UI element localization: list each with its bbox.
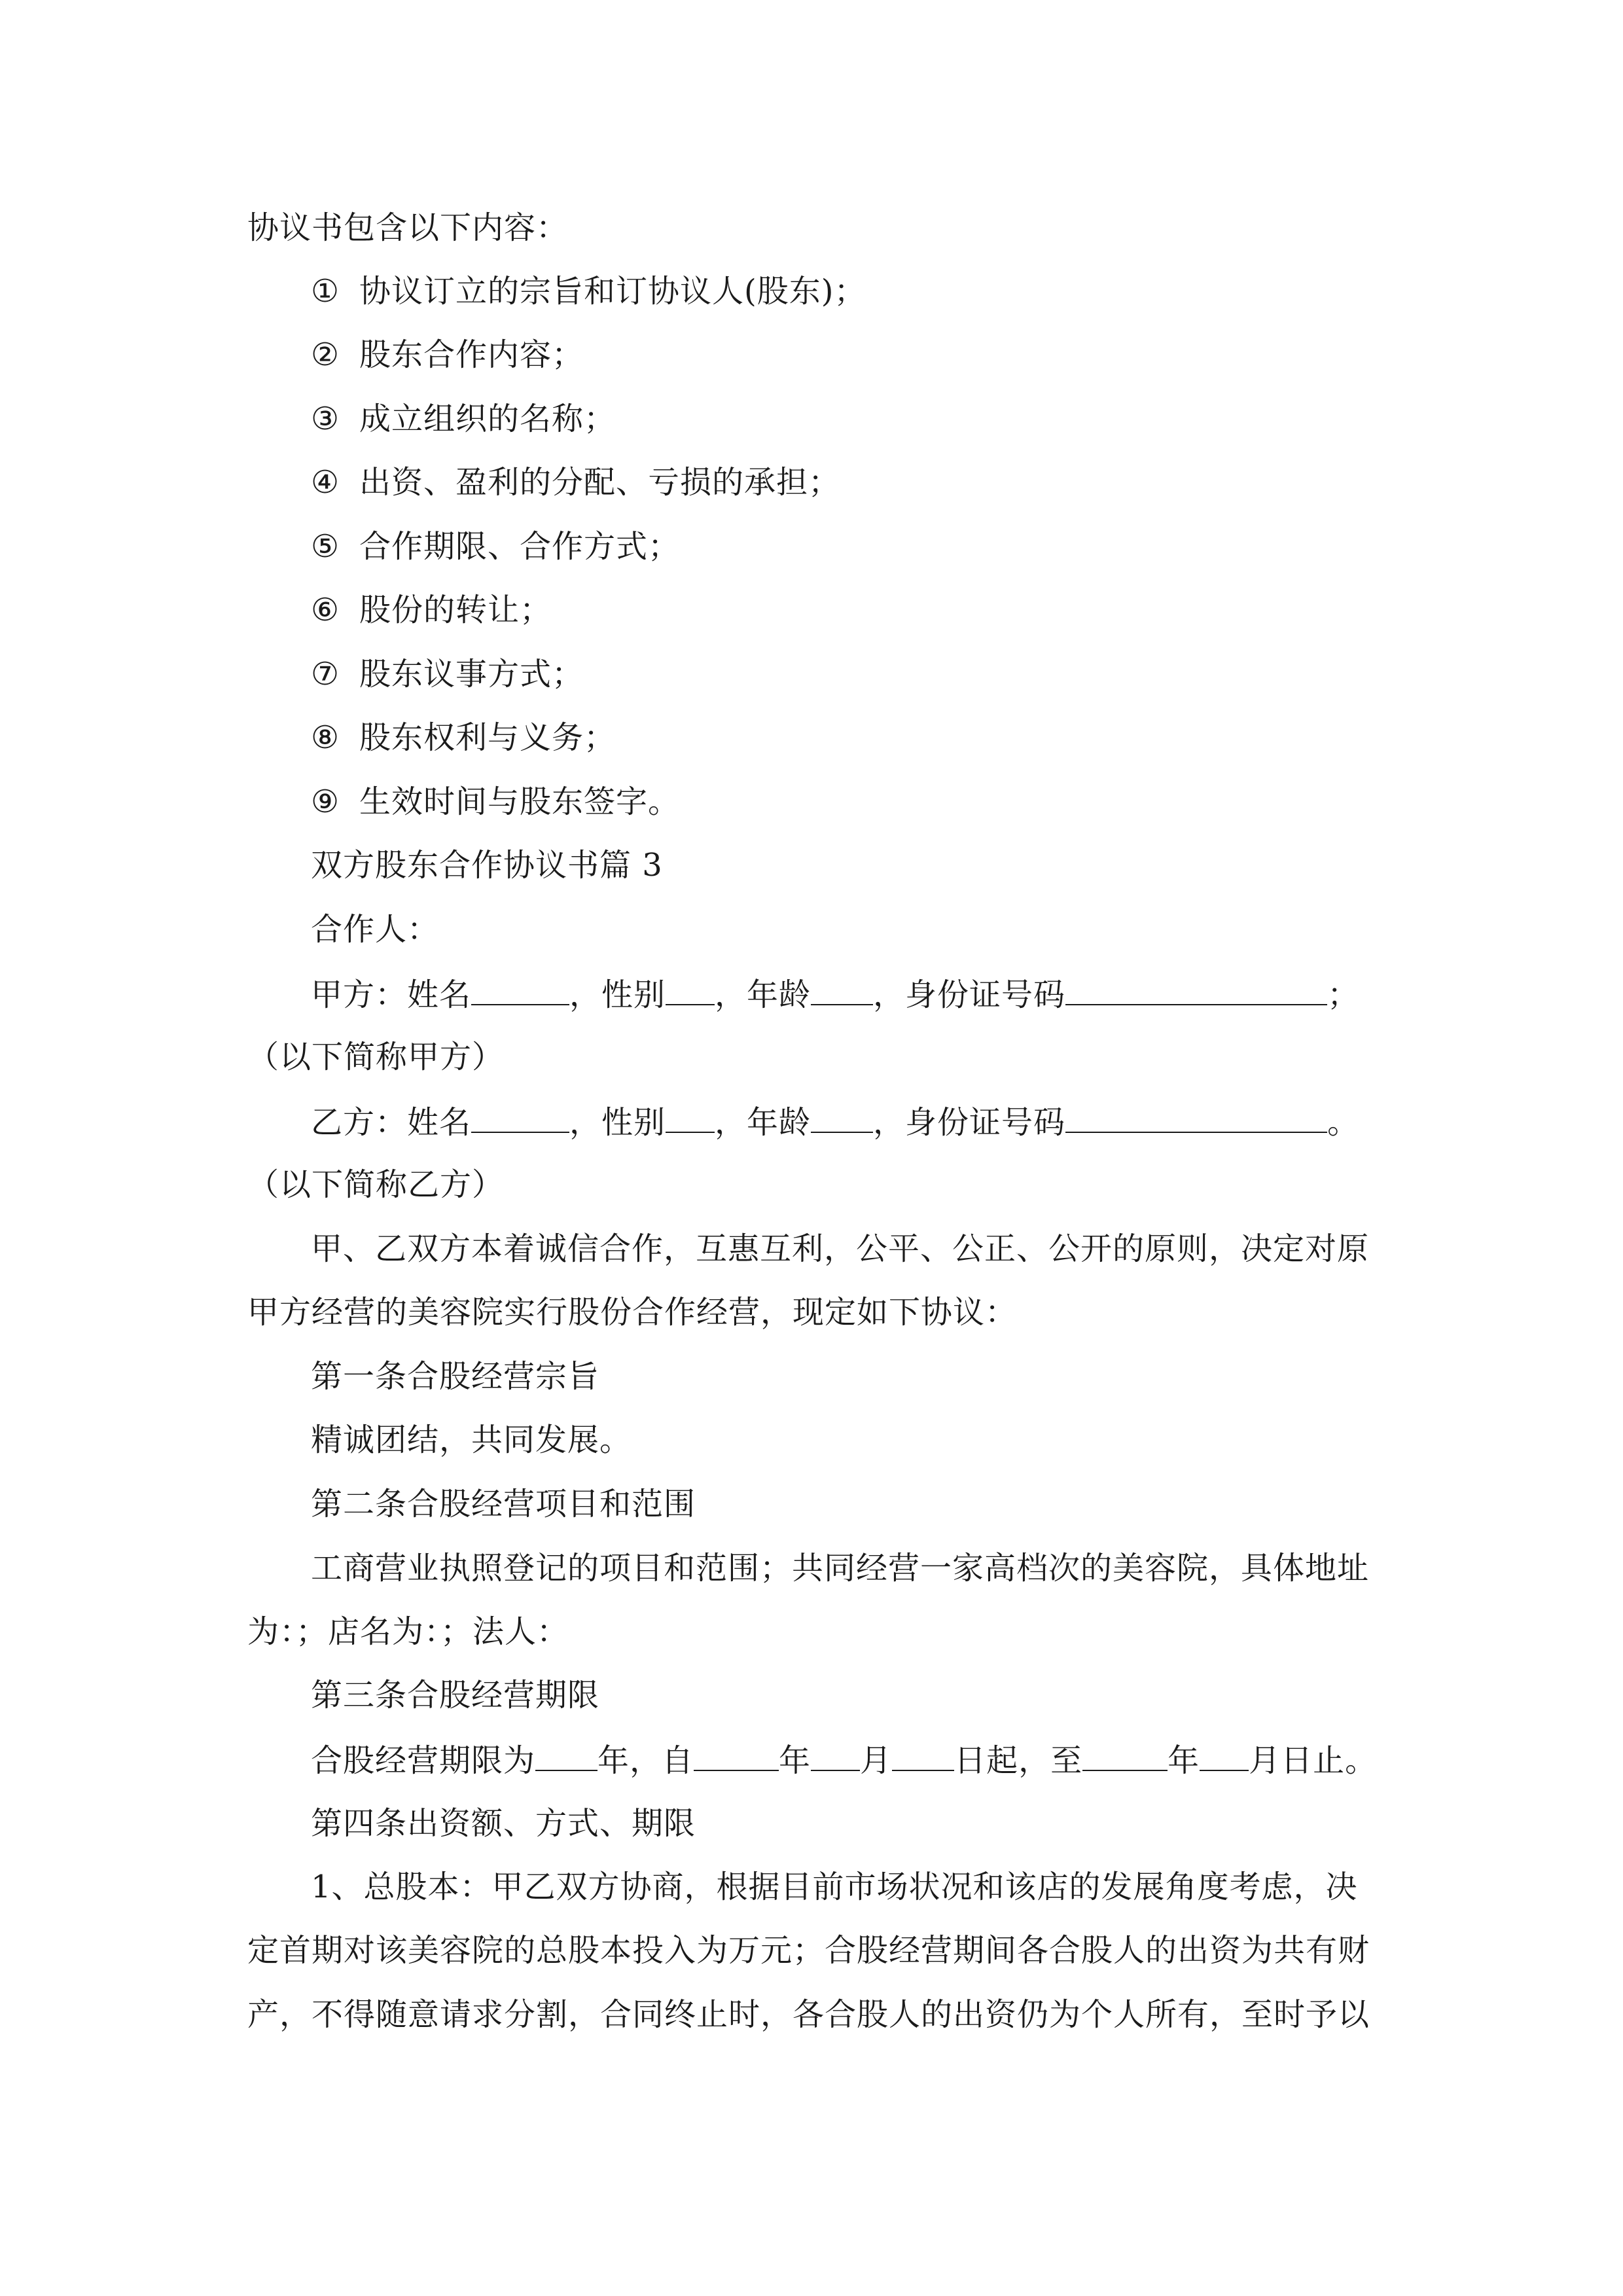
list-number: ⑧ — [311, 719, 340, 756]
article-body: 精诚团结，共同发展。 — [311, 1422, 632, 1458]
age-blank — [811, 1102, 873, 1133]
preamble-line: 甲方经营的美容院实行股份合作经营，现定如下协议： — [247, 1294, 1018, 1331]
term-line: 合股经营期限为 年，自 年 月 日起，至 年 月日止。 — [311, 1740, 1436, 1780]
list-text: 股东权利与义务； — [359, 719, 616, 756]
gender-blank — [666, 1102, 715, 1133]
gender-blank — [666, 974, 715, 1005]
list-item — [311, 335, 1436, 374]
age-blank — [811, 974, 873, 1005]
party-a-line: 甲方：姓名 ，性别 ，年龄 ，身份证号码 ； — [311, 974, 1436, 1014]
party-a-alias: （以下简称甲方） — [247, 1039, 505, 1075]
id-blank — [1065, 1102, 1327, 1133]
list-text: 生效时间与股东签字。 — [359, 783, 681, 820]
name-blank — [471, 1102, 569, 1133]
list-text: 出资、盈利的分配、亏损的承担； — [359, 464, 841, 501]
start-day-blank — [892, 1740, 954, 1771]
article-body: 为：；店名为：；法人： — [247, 1613, 569, 1650]
article-body: 1、总股本：甲乙双方协商，根据目前市场状况和该店的发展角度考虑，决 — [311, 1869, 1358, 1905]
list-number: ① — [311, 273, 340, 310]
list-item — [311, 782, 1436, 821]
start-month-blank — [811, 1740, 860, 1771]
article-body: 产，不得随意请求分割，合同终止时，各合股人的出资仍为个人所有，至时予以 — [247, 1996, 1370, 2033]
list-text: 成立组织的名称； — [359, 401, 616, 437]
preamble-line: 甲、乙双方本着诚信合作，互惠互利，公平、公正、公开的原则，决定对原 — [311, 1230, 1370, 1267]
intro-text: 协议书包含以下内容： — [247, 209, 569, 246]
list-item — [311, 718, 1436, 757]
article-title: 第一条合股经营宗旨 — [311, 1358, 600, 1395]
id-blank — [1065, 974, 1327, 1005]
list-item — [311, 527, 1436, 566]
list-number: ⑦ — [311, 656, 340, 692]
start-year-blank — [694, 1740, 779, 1771]
list-item — [311, 399, 1436, 439]
list-text: 合作期限、合作方式； — [359, 528, 681, 565]
article-title: 第三条合股经营期限 — [311, 1677, 600, 1713]
list-number: ④ — [311, 464, 340, 501]
list-item — [311, 463, 1436, 502]
end-year-blank — [1082, 1740, 1168, 1771]
party-b-line: 乙方：姓名 ，性别 ，年龄 ，身份证号码 。 — [311, 1102, 1436, 1142]
article-title: 第二条合股经营项目和范围 — [311, 1486, 696, 1522]
list-text: 协议订立的宗旨和订协议人(股东)； — [359, 273, 866, 310]
years-blank — [535, 1740, 597, 1771]
list-number: ③ — [311, 401, 340, 437]
party-b-alias: （以下简称乙方） — [247, 1166, 505, 1203]
end-month-blank — [1200, 1740, 1249, 1771]
article-body: 工商营业执照登记的项目和范围；共同经营一家高档次的美容院，具体地址 — [311, 1550, 1370, 1587]
list-item — [311, 655, 1436, 694]
list-number: ⑥ — [311, 592, 340, 628]
list-text: 股东合作内容； — [359, 336, 584, 373]
list-number: ② — [311, 336, 340, 373]
list-text: 股东议事方式； — [359, 656, 584, 692]
list-text: 股份的转让； — [359, 592, 552, 628]
partners-label: 合作人： — [311, 911, 440, 948]
list-number: ⑤ — [311, 528, 340, 565]
list-number: ⑨ — [311, 783, 340, 820]
section-title: 双方股东合作协议书篇 3 — [311, 847, 663, 884]
article-body: 定首期对该美容院的总股本投入为万元；合股经营期间各合股人的出资为共有财 — [247, 1932, 1370, 1969]
list-item — [311, 590, 1436, 630]
list-item — [311, 272, 1436, 311]
article-title: 第四条出资额、方式、期限 — [311, 1805, 696, 1842]
name-blank — [471, 974, 569, 1005]
